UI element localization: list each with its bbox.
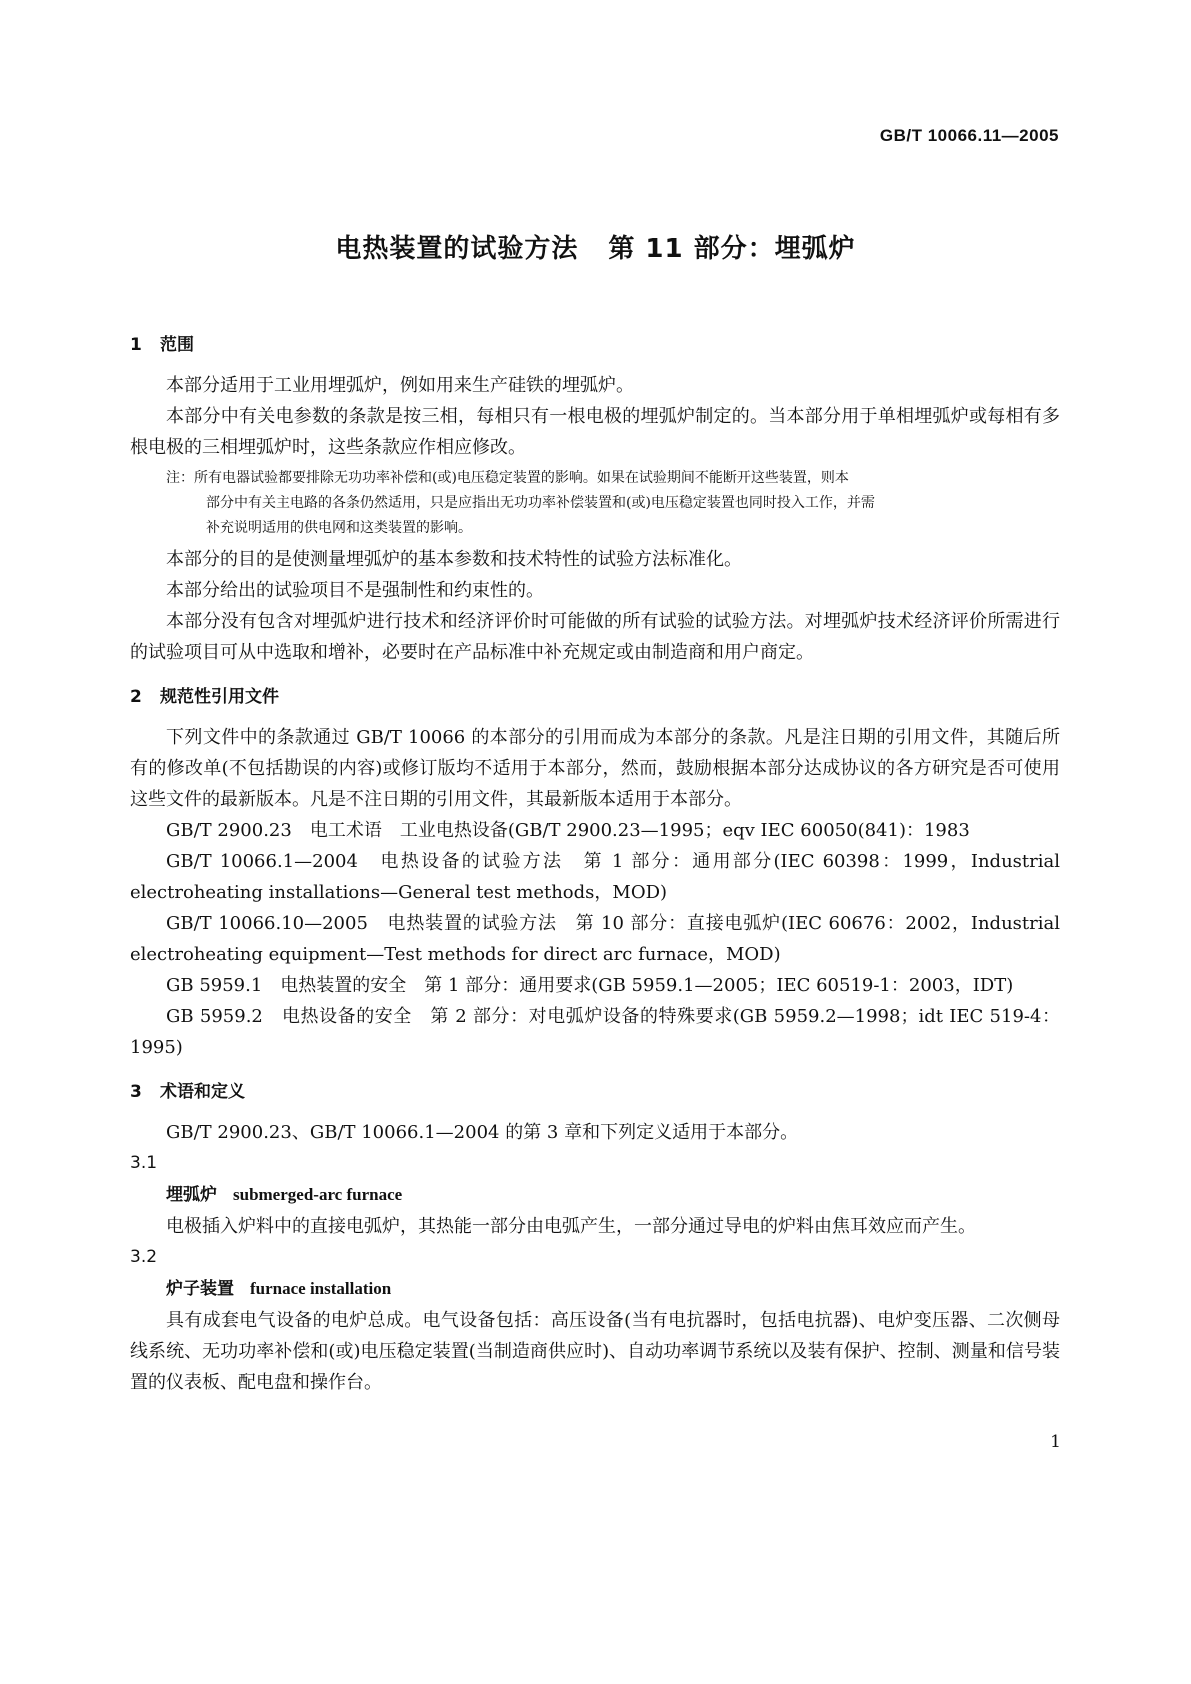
reference-item: GB/T 10066.10—2005 电热装置的试验方法 第 10 部分：直接电弧炉(IEC 60676：2002，Industrial electroheating equipment—Test methods for direct arc furnace，MOD) [130, 913, 1060, 965]
section-number: 3 [130, 1082, 142, 1102]
reference-item: GB 5959.1 电热装置的安全 第 1 部分：通用要求(GB 5959.1—2005；IEC 60519-1：2003，IDT) [166, 975, 1014, 996]
title-part1: 电热装置的试验方法 [335, 234, 579, 264]
term-chinese: 炉子装置 [166, 1279, 234, 1299]
reference-item: GB/T 2900.23 电工术语 工业电热设备(GB/T 2900.23—1995；eqv IEC 60050(841)：1983 [166, 820, 970, 841]
term-entry [130, 1273, 1060, 1305]
section-3-heading [130, 1077, 1060, 1107]
paragraph: 本部分给出的试验项目不是强制性和约束性的。 [166, 580, 544, 601]
reference-item: GB/T 10066.1—2004 电热设备的试验方法 第 1 部分：通用部分(IEC 60398：1999，Industrial electroheating installations—General test methods，MOD) [130, 851, 1060, 903]
section-title: 范围 [160, 335, 194, 355]
section-1-heading [130, 330, 1060, 360]
document-body [130, 330, 1060, 1398]
document-title [0, 228, 1191, 265]
reference-item: GB 5959.2 电热设备的安全 第 2 部分：对电弧炉设备的特殊要求(GB 5959.2—1998；idt IEC 519-4：1995) [130, 1006, 1060, 1058]
paragraph: 本部分适用于工业用埋弧炉，例如用来生产硅铁的埋弧炉。 [166, 375, 634, 396]
term-number: 3.2 [130, 1247, 158, 1267]
paragraph: 下列文件中的条款通过 GB/T 10066 的本部分的引用而成为本部分的条款。凡是注日期的引用文件，其随后所有的修改单(不包括勘误的内容)或修订版均不适用于本部分，然而，鼓励根据本部分达成协议的各方研究是否可使用这些文件的最新版本。凡是不注日期的引用文件，其最新版本适用于本部分。 [130, 727, 1060, 810]
term-english: submerged-arc furnace [233, 1185, 403, 1204]
term-definition: 电极插入炉料中的直接电弧炉，其热能一部分由电弧产生，一部分通过导电的炉料由焦耳效应而产生。 [166, 1216, 976, 1237]
page-number: 1 [1050, 1432, 1061, 1452]
term-definition: 具有成套电气设备的电炉总成。电气设备包括：高压设备(当有电抗器时，包括电抗器)、电炉变压器、二次侧母线系统、无功功率补偿和(或)电压稳定装置(当制造商供应时)、自动功率调节系统以及装有保护、控制、测量和信号装置的仪表板、配电盘和操作台。 [130, 1310, 1060, 1393]
term-english: furnace installation [250, 1279, 392, 1298]
section-2-heading [130, 682, 1060, 712]
section-title: 术语和定义 [160, 1082, 245, 1102]
term-entry [130, 1179, 1060, 1211]
section-number: 2 [130, 687, 142, 707]
paragraph: 本部分没有包含对埋弧炉进行技术和经济评价时可能做的所有试验的试验方法。对埋弧炉技术经济评价所需进行的试验项目可从中选取和增补，必要时在产品标准中补充规定或由制造商和用户商定。 [130, 611, 1060, 663]
note-line: 部分中有关主电路的各条仍然适用，只是应指出无功功率补偿装置和(或)电压稳定装置也同时投入工作，并需 [206, 495, 875, 511]
standard-code: GB/T 10066.11—2005 [879, 126, 1059, 145]
note-line: 补充说明适用的供电网和这类装置的影响。 [206, 520, 472, 536]
title-part2: 第 11 部分：埋弧炉 [608, 234, 856, 264]
note [166, 466, 1060, 541]
paragraph: 本部分的目的是使测量埋弧炉的基本参数和技术特性的试验方法标准化。 [166, 549, 742, 570]
paragraph: GB/T 2900.23、GB/T 10066.1—2004 的第 3 章和下列定义适用于本部分。 [166, 1122, 799, 1143]
note-line: 注：所有电器试验都要排除无功功率补偿和(或)电压稳定装置的影响。如果在试验期间不能断开这些装置，则本 [166, 470, 849, 486]
term-number: 3.1 [130, 1153, 158, 1173]
section-number: 1 [130, 335, 142, 355]
section-title: 规范性引用文件 [160, 687, 279, 707]
term-chinese: 埋弧炉 [166, 1185, 217, 1205]
paragraph: 本部分中有关电参数的条款是按三相，每相只有一根电极的埋弧炉制定的。当本部分用于单相埋弧炉或每相有多根电极的三相埋弧炉时，这些条款应作相应修改。 [130, 406, 1060, 458]
